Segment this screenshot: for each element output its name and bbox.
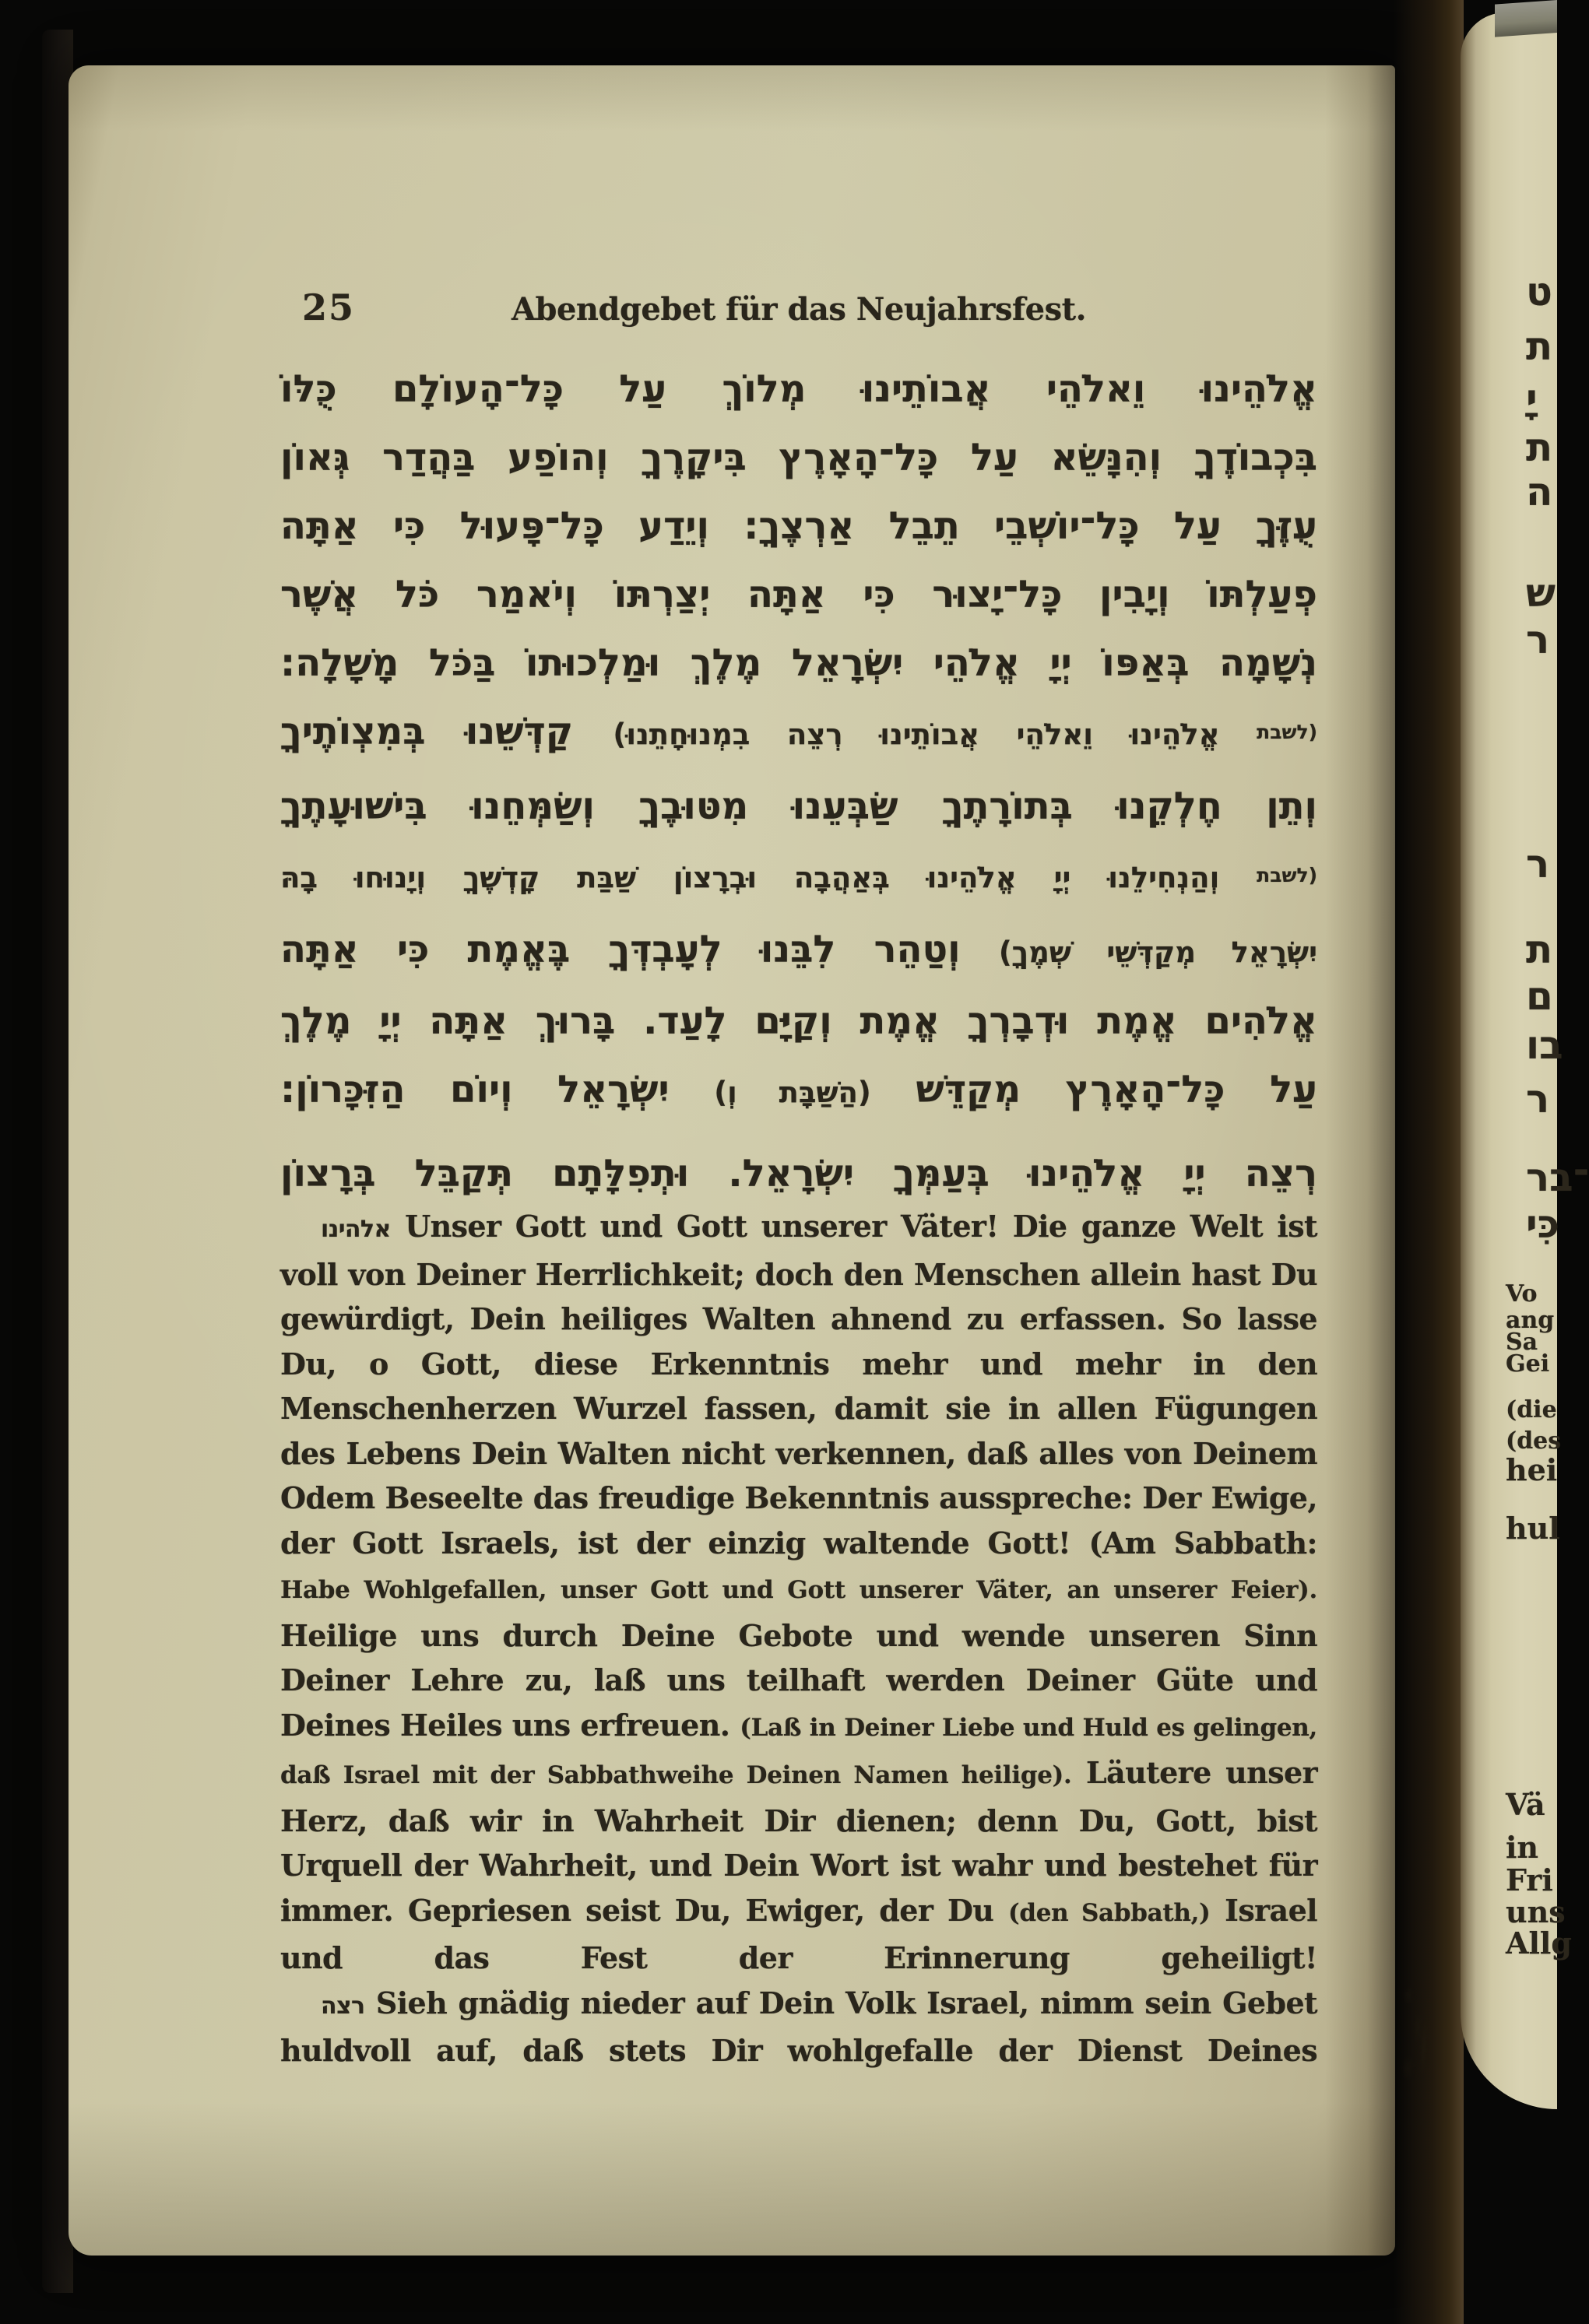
hebrew-text-small: יִשְׂרָאֵל מְקַדְּשֵׁי שְׁמֶךָ) — [998, 936, 1317, 969]
hebrew-text: נְשָׁמָה בְּאַפּוֹ יְיָ אֱלֹהֵי יִשְׂרָאֵל מֶלֶךְ וּמַלְכוּתוֹ בַּכֹּל מָשָׁלָה: — [280, 641, 1317, 685]
hebrew-text-small: וְהַנְחִילֵנוּ יְיָ אֱלֹהֵינוּ בְּאַהֲבָה וּבְרָצוֹן שַׁבַּת קָדְשֶׁךָ וְיָנוּחוּ בָהּ — [280, 861, 1257, 894]
hebrew-line — [280, 492, 1317, 560]
hebrew-line-retzeh — [280, 1139, 1317, 1208]
german-text-fragment: hul — [1506, 1511, 1560, 1546]
hebrew-line — [280, 772, 1317, 841]
german-text-fragment: hei — [1506, 1452, 1558, 1487]
german-text: Sieh gnädig nieder auf Dein Volk Israel, nimm sein Gebet huldvoll auf, daß stets Dir wohlgefalle der Dienst Deines — [280, 1985, 1317, 2068]
hebrew-text: עֻזֶּךָ עַל כָּל־יוֹשְׁבֵי תֵבֵל אַרְצֶךָ: וְיֵדַע כָּל־פָּעוּל כִּי אַתָּה — [280, 504, 1317, 548]
german-text-fragment: Allg — [1506, 1926, 1572, 1961]
hebrew-line — [280, 560, 1317, 629]
german-text-fragment: Gei — [1506, 1350, 1550, 1378]
hebrew-prayer-block — [280, 355, 1317, 1208]
hebrew-text-small: (הַשַּׁבָּת וְ) — [714, 1076, 871, 1109]
german-text: Heilige uns durch Deine Gebote und wende unseren Sinn Deiner Lehre zu, laß uns teilhaft werden Deiner Güte und Deines Heiles uns erfreuen. — [280, 1617, 1317, 1743]
german-paragraph-1 — [280, 1204, 1317, 1981]
hebrew-text-fragment: ר — [1526, 841, 1550, 886]
german-text-fragment: (die — [1506, 1396, 1557, 1424]
german-text-fragment: Vo — [1506, 1280, 1538, 1308]
sabbath-rubric: (לשבת — [1257, 864, 1317, 886]
hebrew-line — [280, 987, 1317, 1055]
hebrew-text-fragment: ת — [1526, 324, 1553, 369]
hebrew-line — [280, 355, 1317, 423]
scan-corner-patch — [1495, 0, 1557, 37]
german-text-fragment: Vä — [1506, 1787, 1545, 1822]
hebrew-text-fragment: ש — [1526, 570, 1556, 616]
german-text-fragment: in — [1506, 1830, 1539, 1865]
hebrew-text-fragment: ת — [1526, 425, 1553, 470]
hebrew-text: קַדְּשֵׁנוּ בְּמִצְוֹתֶיךָ — [280, 710, 613, 753]
page-title: Abendgebet für das Neujahrsfest. — [511, 291, 1087, 328]
hebrew-line-sabbath-insert — [280, 841, 1317, 915]
hebrew-text: פְעַלְתּוֹ וְיָבִין כָּל־יָצוּר כִּי אַתָּה יְצַרְתּוֹ וְיֹאמַר כֹּל אֲשֶׁר — [280, 573, 1317, 616]
german-text-small: (Laß in Deiner Liebe und Huld es gelingen, daß Israel mit der Sabbathweihe Deinen Namen heilige). — [280, 1713, 1317, 1789]
book-gutter-shadow — [1394, 0, 1464, 2324]
german-translation-block — [280, 1204, 1317, 2073]
hebrew-text-fragment: ט — [1526, 269, 1552, 314]
hebrew-text-fragment: ר — [1526, 617, 1550, 662]
hebrew-text-fragment: כִּי — [1526, 1202, 1560, 1247]
german-text-small: Habe Wohlgefallen, unser Gott und Gott unserer Väter, an unserer Feier). — [280, 1576, 1317, 1604]
hebrew-line — [280, 629, 1317, 697]
sabbath-rubric: (לשבת — [1257, 721, 1317, 743]
hebrew-text-fragment: יָ — [1526, 376, 1538, 421]
hebrew-line-sabbath-insert — [280, 697, 1317, 772]
hebrew-text: אֱלֹהֵינוּ וֵאלֹהֵי אֲבוֹתֵינוּ מְלוֹךְ עַל כָּל־הָעוֹלָם כֻּלּוֹ — [280, 367, 1317, 411]
hebrew-text-fragment: ה — [1526, 469, 1553, 514]
german-text-fragment: ang — [1506, 1307, 1555, 1334]
hebrew-text-fragment: בו — [1526, 1023, 1563, 1068]
hebrew-text: עַל כָּל־הָאָרֶץ מְקַדֵּשׁ — [870, 1068, 1318, 1111]
hebrew-text: בִּכְבוֹדֶךָ וְהִנָּשֵׂא עַל כָּל־הָאָרֶץ בִּיקָרֶךָ וְהוֹפַע בַּהֲדַר גְּאוֹן — [280, 436, 1317, 479]
german-text-fragment: Sa — [1506, 1329, 1538, 1356]
german-text: Israel und das Fest der Erinnerung geheiligt! — [280, 1892, 1317, 1975]
german-text: Läutere unser Herz, daß wir in Wahrheit Dir dienen; denn Du, Gott, bist Urquell der Wahrheit, und Dein Wort ist wahr und bestehet für immer. Gepriesen seist Du, Ewiger, der Du — [280, 1755, 1317, 1928]
german-paragraph-2 — [280, 1981, 1317, 2073]
german-text: Unser Gott und Gott unserer Väter! Die ganze Welt ist voll von Deiner Herrlichkeit; doch den Menschen allein hast Du gewürdigt, Dein heiliges Walten ahnend zu erfassen. So lasse Du, o Gott, diese Erkenntnis mehr und mehr in den Menschenherzen Wurzel fassen, damit sie in allen Fügungen des Lebens Dein Walten nicht verkennen, daß alles von Deinem Odem Beseelte das freudige Bekenntnis ausspreche: Der Ewige, der Gott Israels, ist der einzig waltende Gott! (Am Sabbath: — [280, 1209, 1317, 1560]
german-text-fragment: (des — [1506, 1427, 1562, 1455]
left-page — [69, 65, 1395, 2256]
page-number: 25 — [302, 286, 356, 328]
german-text-fragment: uns — [1506, 1894, 1566, 1929]
hebrew-text: וְטַהֵר לִבֵּנוּ לְעָבְדְּךָ בֶּאֱמֶת כִּי אַתָּה — [280, 928, 999, 971]
ink-smudge — [1387, 1984, 1440, 2099]
hebrew-text-small: אֱלֹהֵינוּ וֵאלֹהֵי אֲבוֹתֵינוּ רְצֵה בִמְנוּחָתֵנוּ) — [613, 718, 1257, 751]
german-text-small: (den Sabbath,) — [1008, 1898, 1211, 1927]
hebrew-text-fragment: ת — [1526, 927, 1553, 972]
hebrew-line — [280, 423, 1317, 492]
hebrew-text-fragment: ם — [1526, 974, 1553, 1019]
hebrew-text-fragment: ר — [1526, 1076, 1550, 1122]
hebrew-text: רְצֵה יְיָ אֱלֹהֵינוּ בְּעַמְּךָ יִשְׂרָאֵל. וּתְפִלָּתָם תְּקַבֵּל בְּרָצוֹן — [280, 1152, 1317, 1195]
hebrew-text: יִשְׂרָאֵל וְיוֹם הַזִּכָּרוֹן: — [280, 1068, 715, 1111]
hebrew-line — [280, 1055, 1317, 1127]
german-text-fragment: Fri — [1506, 1862, 1553, 1897]
hebrew-text-fragment: ־בר — [1526, 1155, 1589, 1200]
hebrew-lead-word: אלהינו — [321, 1216, 391, 1243]
hebrew-text: וְתֵן חֶלְקֵנוּ בְּתוֹרָתֶךָ שַׂבְּעֵנוּ מִטּוּבֶךָ וְשַׂמְּחֵנוּ בִּישׁוּעָתֶךָ — [280, 785, 1317, 828]
hebrew-line — [280, 915, 1317, 987]
hebrew-lead-word: רצה — [321, 1992, 365, 2020]
hebrew-text: אֱלֹהִים אֱמֶת וּדְבָרְךָ אֱמֶת וְקַיָּם לָעַד. בָּרוּךְ אַתָּה יְיָ מֶלֶךְ — [280, 999, 1317, 1043]
